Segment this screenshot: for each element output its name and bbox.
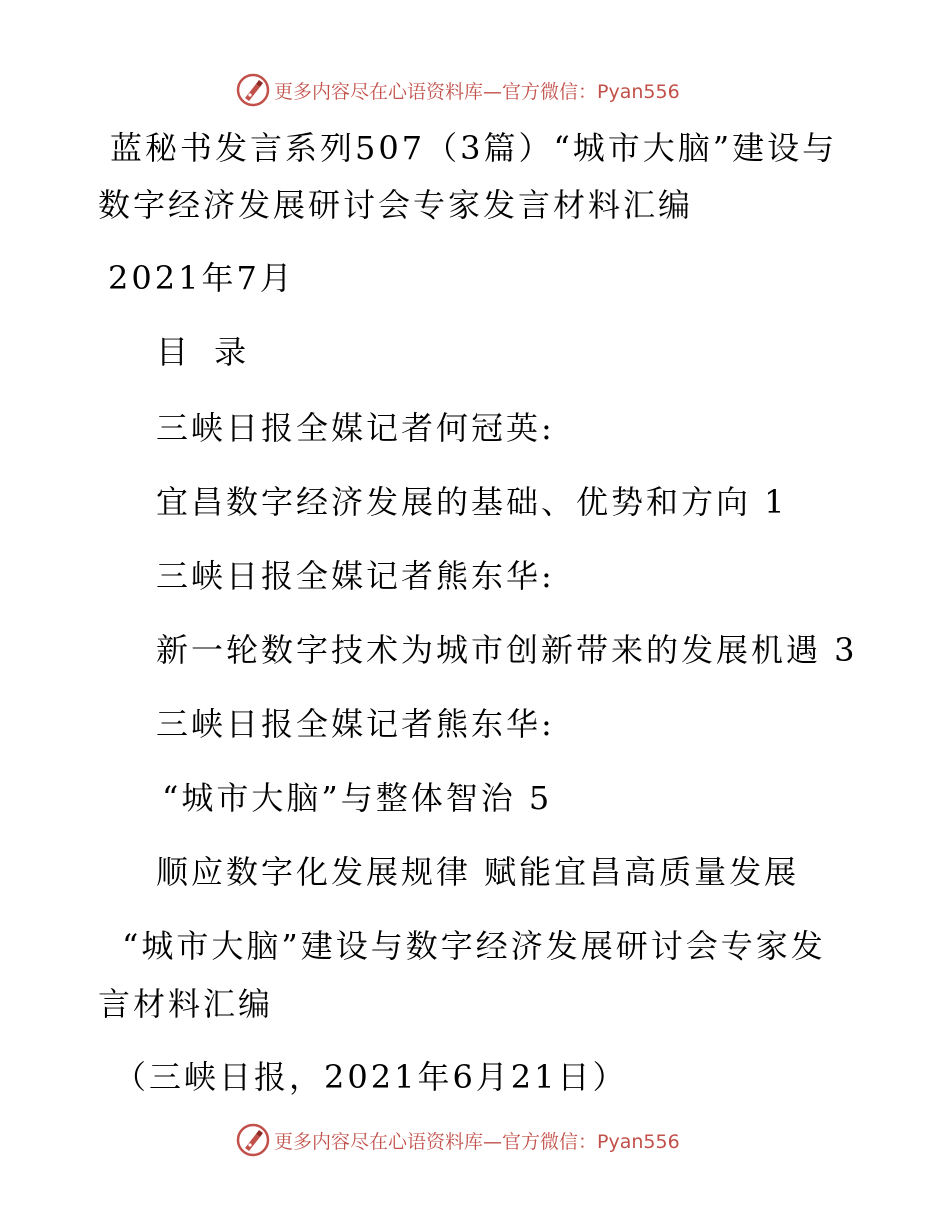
document-title-line-1: 蓝秘书发言系列507（3篇）“城市大脑”建设与 [110,129,838,167]
watermark-header [236,72,680,108]
toc-author-1: 三峡日报全媒记者何冠英: [156,409,555,447]
toc-entry-3: “城市大脑”与整体智治 5 [162,779,553,817]
subtitle-line-1: “城市大脑”建设与数字经济发展研讨会专家发 [122,927,826,965]
toc-entry-1: 宜昌数字经济发展的基础、优势和方向 1 [156,483,788,521]
toc-heading: 目 录 [156,333,255,371]
watermark-text: 更多内容尽在心语资料库— [274,80,503,103]
section-title: 顺应数字化发展规律 赋能宜昌高质量发展 [156,853,800,891]
toc-author-3: 三峡日报全媒记者熊东华: [156,705,555,743]
document-date: 2021年7月 [108,259,295,297]
pen-nib-logo-icon [236,73,270,107]
watermark-text: 更多内容尽在心语资料库— [274,1130,503,1153]
toc-author-2: 三峡日报全媒记者熊东华: [156,557,555,595]
subtitle-line-2: 言材料汇编 [98,985,274,1023]
pen-nib-logo-icon [236,1123,270,1157]
watermark-footer [236,1122,680,1158]
watermark-wechat: 官方微信：Pyan556 [502,80,680,103]
watermark-wechat: 官方微信：Pyan556 [502,1130,680,1153]
document-title-line-2: 数字经济发展研讨会专家发言材料汇编 [98,186,694,224]
toc-entry-2: 新一轮数字技术为城市创新带来的发展机遇 3 [156,631,858,669]
source-line: （三峡日报，2021年6月21日） [114,1058,628,1096]
